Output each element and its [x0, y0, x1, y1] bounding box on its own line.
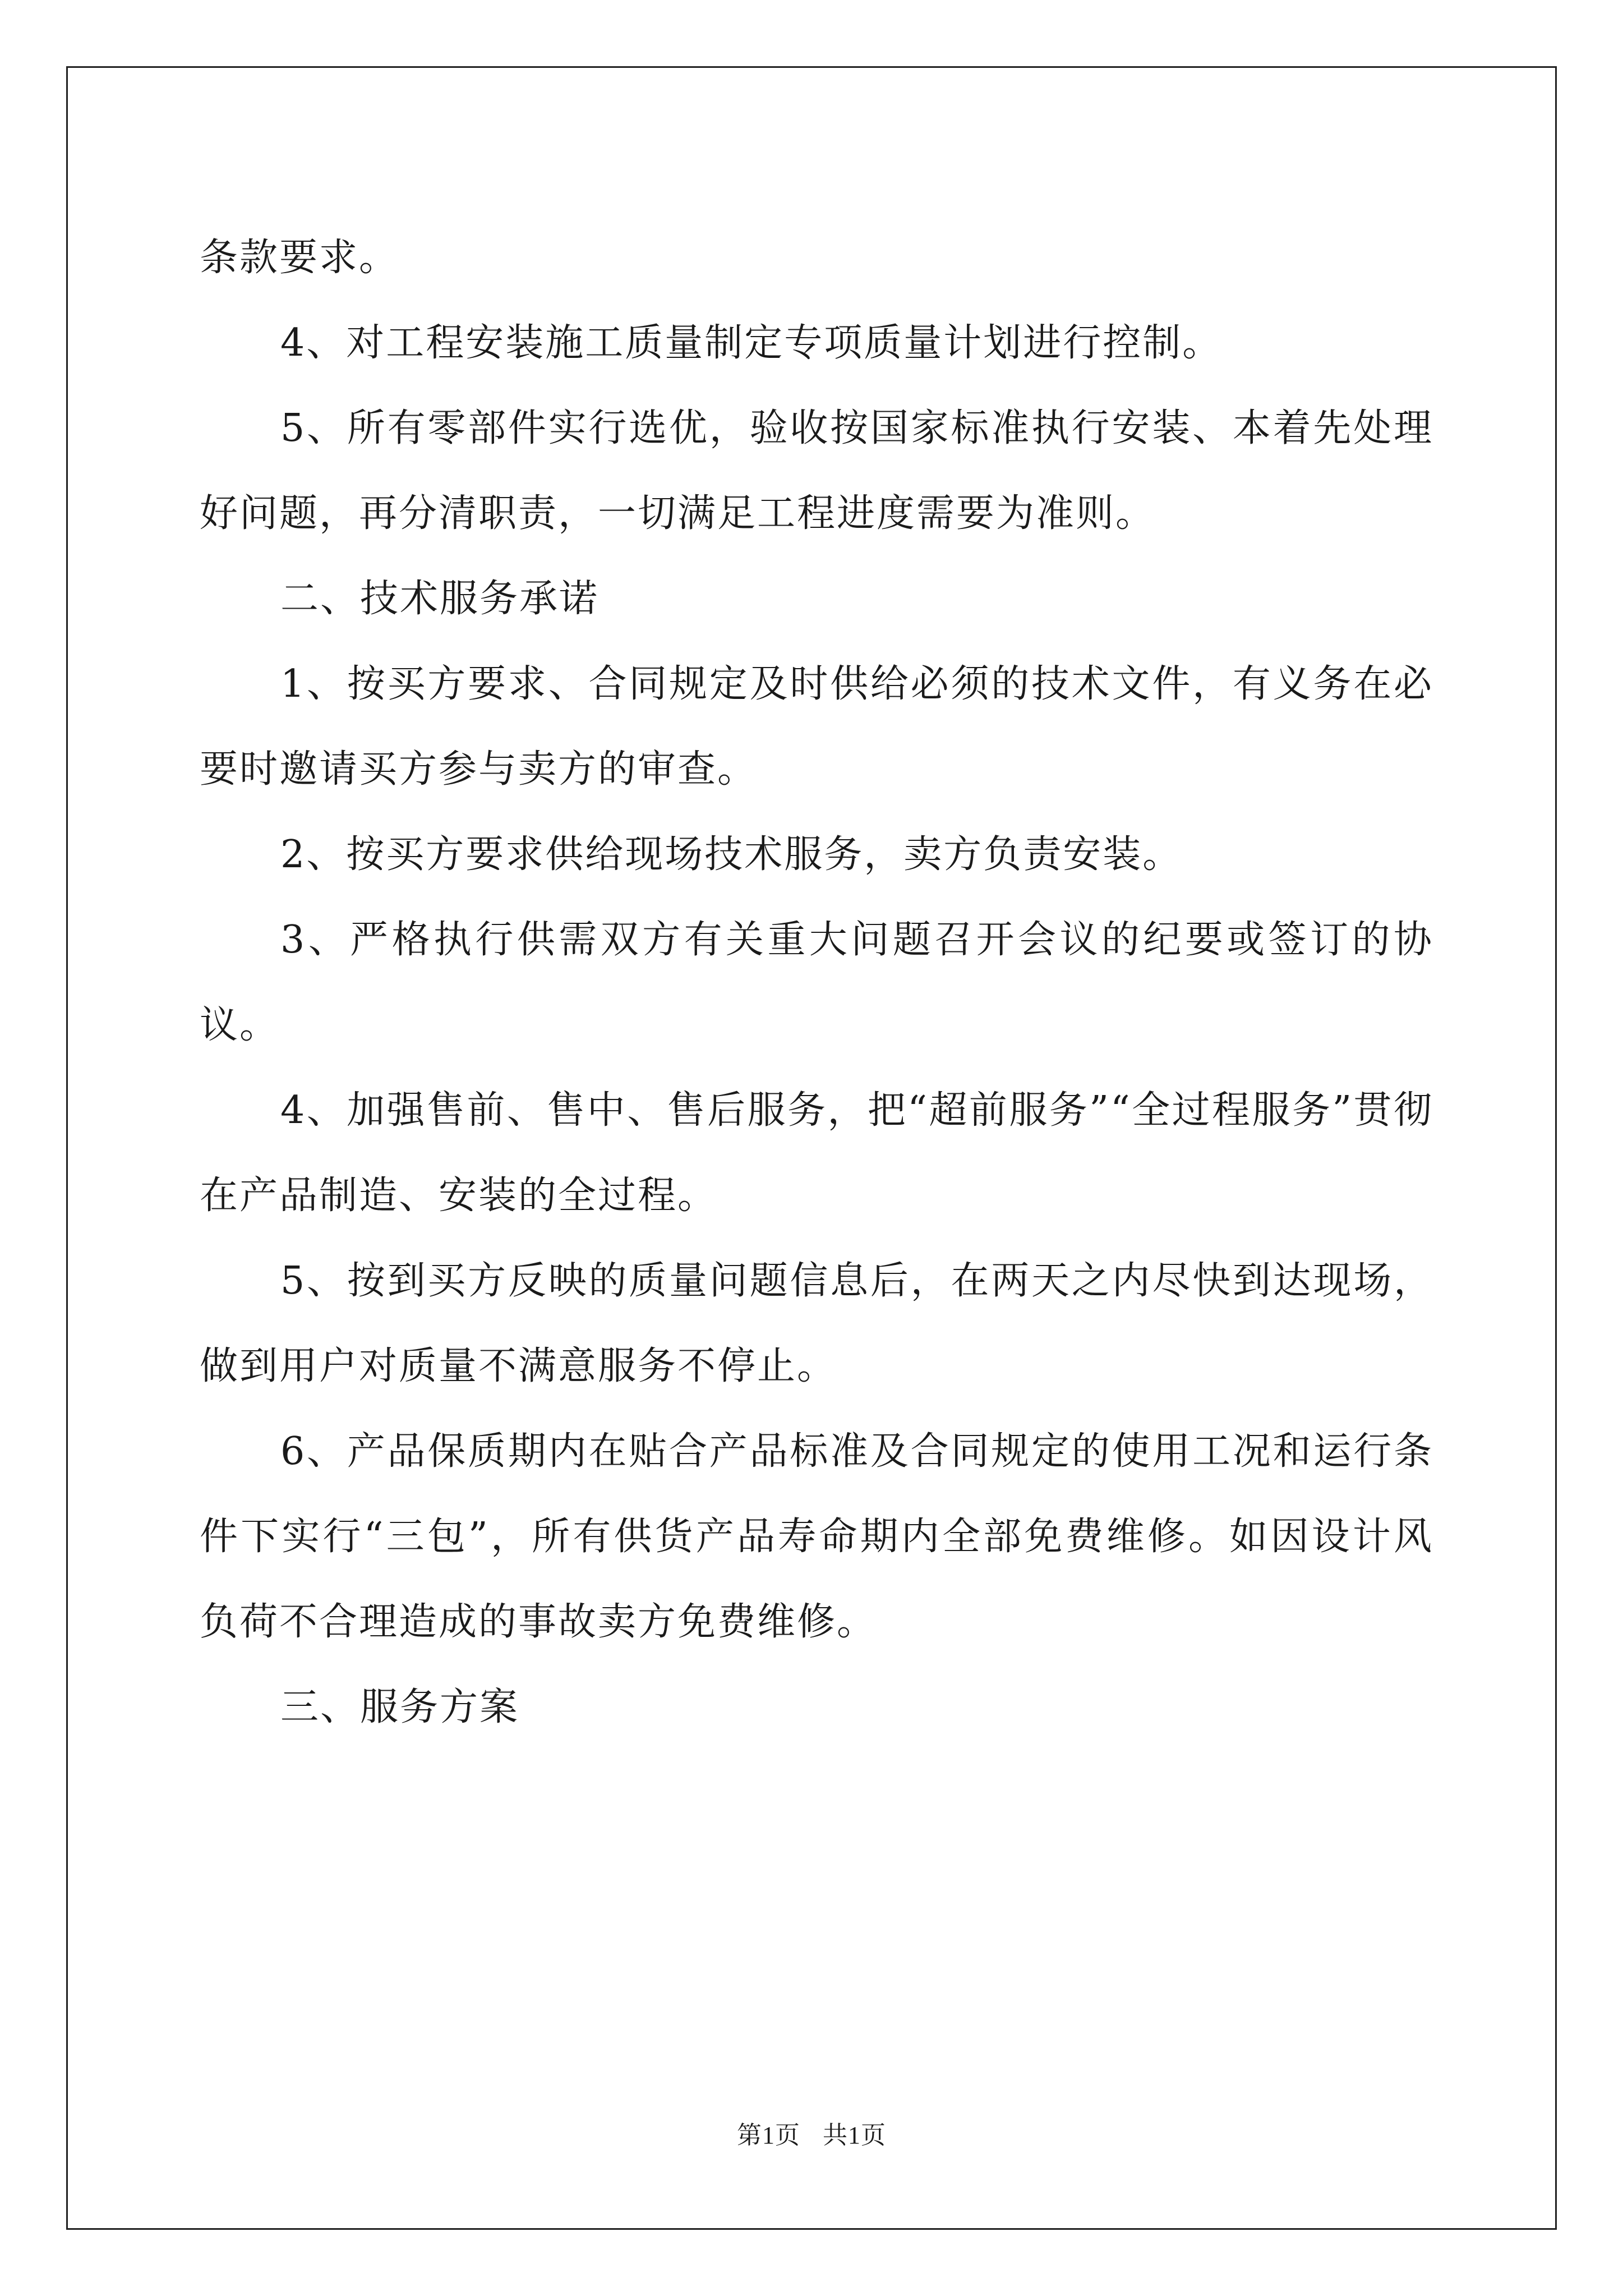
paragraph: 4、加强售前、售中、售后服务，把“超前服务”“全过程服务”贯彻在产品制造、安装的全过程。 — [200, 1088, 1433, 1218]
paragraph: 4、对工程安装施工质量制定专项质量计划进行控制。 — [280, 321, 1223, 365]
paragraph: 6、产品保质期内在贴合产品标准及合同规定的使用工况和运行条件下实行“三包”，所有供货产品寿命期内全部免费维修。如因设计风负荷不合理造成的事故卖方免费维修。 — [200, 1429, 1433, 1644]
section-heading: 二、技术服务承诺 — [280, 577, 600, 621]
paragraph: 5、所有零部件实行选优，验收按国家标准执行安装、本着先处理好问题，再分清职责，一切满足工程进度需要为准则。 — [200, 406, 1433, 536]
page-footer — [0, 2115, 1623, 2151]
paragraph: 1、按买方要求、合同规定及时供给必须的技术文件，有义务在必要时邀请买方参与卖方的审查。 — [200, 662, 1433, 792]
section-heading: 三、服务方案 — [280, 1685, 520, 1729]
page-number-total: 共1页 — [823, 2122, 886, 2149]
paragraph: 2、按买方要求供给现场技术服务，卖方负责安装。 — [280, 832, 1183, 877]
paragraph: 条款要求。 — [200, 236, 399, 280]
page-number-current: 第1页 — [737, 2122, 800, 2149]
paragraph: 3、严格执行供需双方有关重大问题召开会议的纪要或签订的协议。 — [200, 918, 1433, 1047]
paragraph: 5、按到买方反映的质量问题信息后，在两天之内尽快到达现场，做到用户对质量不满意服务不停止。 — [200, 1259, 1433, 1388]
document-body — [200, 215, 1433, 1750]
